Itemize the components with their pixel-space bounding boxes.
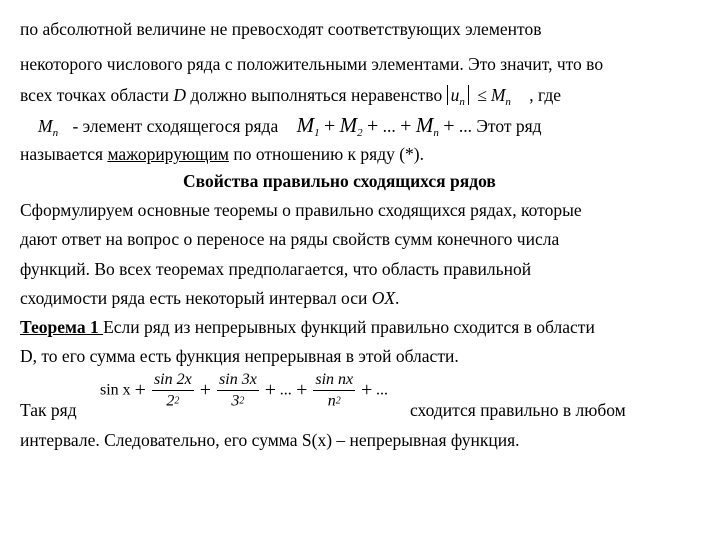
text-line-2: некоторого числового ряда с положительными элементами. Это значит, что во: [20, 54, 604, 74]
inequality-formula: $u_n$: [447, 85, 469, 105]
series-fraction: $\frac{\sin 3x}{32}$: [219, 371, 257, 410]
series-fraction: $\frac{\text{sin nx}}{n2}$: [315, 371, 354, 410]
text-fragment: , где: [529, 85, 562, 105]
text-line-5: [20, 143, 424, 165]
text-fragment: сходимости ряда есть некоторый интервал оси: [20, 288, 372, 308]
text-line-7: Сформулируем основные теоремы о правильно сходящихся рядах, которые: [20, 200, 582, 220]
plus-sign: +: [134, 379, 146, 402]
series-term: sin x: [100, 381, 131, 399]
text-fragment: по отношению к ряду (*).: [228, 144, 425, 164]
text-fragment: называется: [20, 144, 108, 164]
section-heading: Свойства правильно сходящихся рядов: [183, 171, 496, 191]
text-line-10: [20, 287, 399, 309]
text-line-12: D, то его сумма есть функция непрерывная в этой области.: [20, 346, 459, 366]
le-symbol: ≤: [477, 85, 487, 105]
text-fragment: должно выполняться неравенство: [185, 85, 443, 105]
text-line-4: [38, 114, 542, 144]
text-line-9: функций. Во всех теоремах предполагается, что область правильной: [20, 259, 532, 279]
ellipsis: ...: [376, 381, 389, 399]
text-fragment: всех точках области: [20, 85, 174, 105]
m-symbol: M: [490, 85, 506, 105]
plus-sign: +: [361, 379, 373, 402]
text-fragment: Если ряд из непрерывных функций правильно сходится в области: [103, 317, 595, 337]
subscript: n: [505, 96, 511, 108]
text-line-13-label: Так ряд: [20, 400, 77, 420]
axis-symbol: OX: [371, 288, 396, 308]
text-line-8: дают ответ на вопрос о переносе на ряды свойств сумм конечного числа: [20, 229, 560, 249]
text-fragment: .: [395, 288, 400, 308]
domain-symbol: D: [173, 85, 186, 105]
text-fragment: - элемент сходящегося ряда: [72, 116, 279, 136]
plus-sign: +: [264, 379, 277, 402]
text-fragment: Этот ряд: [476, 116, 542, 136]
plus-sign: +: [199, 379, 212, 402]
majorant-series-formula: $M_1 + M_2$ + ... + $M_n$ + ...: [296, 113, 472, 139]
mn-symbol: $M_n$: [38, 116, 59, 139]
text-line-13-rest: сходится правильно в любом: [410, 400, 626, 420]
text-line-11: [20, 316, 595, 338]
text-line-1: по абсолютной величине не превосходят соответствующих элементов: [20, 19, 542, 39]
plus-sign: +: [296, 379, 308, 402]
majorant-term: мажорирующим: [107, 144, 229, 164]
series-fraction: $\frac{\sin 2x}{22}$: [153, 371, 192, 410]
text-line-3: [20, 84, 561, 113]
theorem-label: Теорема 1: [20, 317, 104, 337]
ellipsis: ...: [280, 381, 293, 399]
text-line-14: интервале. Следовательно, его сумма S(x) – непрерывная функция.: [20, 430, 520, 450]
sine-series-formula: [100, 370, 388, 411]
